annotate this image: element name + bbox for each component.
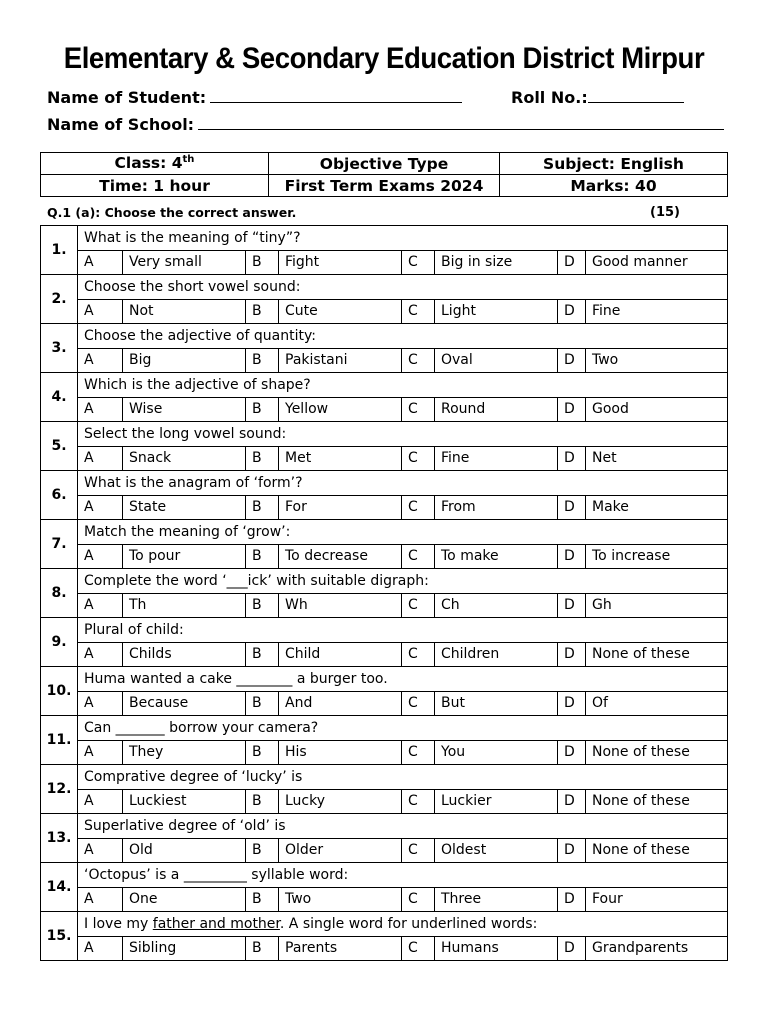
option-text[interactable]: None of these bbox=[586, 642, 728, 667]
roll-no-label: Roll No.: bbox=[511, 88, 588, 107]
options-row bbox=[41, 348, 728, 373]
options-row bbox=[41, 642, 728, 667]
option-letter: C bbox=[402, 691, 435, 716]
school-name-blank[interactable] bbox=[198, 115, 724, 130]
option-letter: D bbox=[558, 838, 586, 863]
question-text-underlined: father and mother bbox=[152, 915, 280, 932]
option-text[interactable]: Fight bbox=[279, 250, 402, 275]
option-text[interactable]: Childs bbox=[123, 642, 246, 667]
options-row bbox=[41, 446, 728, 471]
question-text: Can _______ borrow your camera? bbox=[78, 716, 728, 741]
student-name-blank[interactable] bbox=[210, 88, 462, 103]
option-text[interactable]: Pakistani bbox=[279, 348, 402, 373]
option-letter: D bbox=[558, 348, 586, 373]
option-letter: C bbox=[402, 250, 435, 275]
option-letter: A bbox=[78, 838, 123, 863]
option-letter: B bbox=[246, 544, 279, 569]
option-text[interactable]: Luckier bbox=[435, 789, 558, 814]
option-letter: A bbox=[78, 789, 123, 814]
question-text bbox=[78, 912, 728, 937]
question-number: 4. bbox=[41, 373, 78, 422]
exam-cell: First Term Exams 2024 bbox=[269, 175, 500, 197]
options-row bbox=[41, 397, 728, 422]
option-letter: B bbox=[246, 593, 279, 618]
option-letter: B bbox=[246, 446, 279, 471]
option-text[interactable]: Very small bbox=[123, 250, 246, 275]
type-cell: Objective Type bbox=[269, 153, 500, 175]
option-letter: B bbox=[246, 887, 279, 912]
option-letter: B bbox=[246, 250, 279, 275]
options-row bbox=[41, 789, 728, 814]
option-text[interactable]: Three bbox=[435, 887, 558, 912]
options-row bbox=[41, 936, 728, 961]
option-letter: B bbox=[246, 838, 279, 863]
question-text: Match the meaning of ‘grow’: bbox=[78, 520, 728, 545]
option-text[interactable]: Grandparents bbox=[586, 936, 728, 961]
question-number: 11. bbox=[41, 716, 78, 765]
class-label: Class: 4 bbox=[114, 154, 183, 173]
option-text[interactable]: To make bbox=[435, 544, 558, 569]
option-letter: D bbox=[558, 593, 586, 618]
roll-no-blank[interactable] bbox=[588, 88, 684, 103]
option-letter: A bbox=[78, 691, 123, 716]
option-text[interactable]: Th bbox=[123, 593, 246, 618]
question-number: 9. bbox=[41, 618, 78, 667]
question-text: Plural of child: bbox=[78, 618, 728, 643]
option-text[interactable]: Light bbox=[435, 299, 558, 324]
option-letter: C bbox=[402, 348, 435, 373]
option-letter: C bbox=[402, 936, 435, 961]
question-number: 3. bbox=[41, 324, 78, 373]
option-letter: B bbox=[246, 495, 279, 520]
question-text: What is the anagram of ‘form’? bbox=[78, 471, 728, 496]
options-row bbox=[41, 593, 728, 618]
option-text[interactable]: None of these bbox=[586, 789, 728, 814]
option-letter: C bbox=[402, 593, 435, 618]
question-text: Complete the word ‘___ick’ with suitable digraph: bbox=[78, 569, 728, 594]
options-row bbox=[41, 250, 728, 275]
option-letter: D bbox=[558, 740, 586, 765]
question-text: Select the long vowel sound: bbox=[78, 422, 728, 447]
option-letter: B bbox=[246, 642, 279, 667]
option-text[interactable]: Ch bbox=[435, 593, 558, 618]
question-text-before: I love my bbox=[84, 915, 153, 932]
option-letter: C bbox=[402, 299, 435, 324]
option-text[interactable]: To pour bbox=[123, 544, 246, 569]
option-letter: A bbox=[78, 593, 123, 618]
option-letter: B bbox=[246, 691, 279, 716]
option-text[interactable]: For bbox=[279, 495, 402, 520]
option-text[interactable]: Round bbox=[435, 397, 558, 422]
option-text[interactable]: Sibling bbox=[123, 936, 246, 961]
option-letter: C bbox=[402, 495, 435, 520]
question-number: 6. bbox=[41, 471, 78, 520]
question-text: Which is the adjective of shape? bbox=[78, 373, 728, 398]
option-text[interactable]: Of bbox=[586, 691, 728, 716]
option-text[interactable]: Lucky bbox=[279, 789, 402, 814]
question-row bbox=[41, 863, 728, 888]
option-text[interactable]: From bbox=[435, 495, 558, 520]
question-text: Choose the short vowel sound: bbox=[78, 275, 728, 300]
option-letter: D bbox=[558, 250, 586, 275]
question-text: Huma wanted a cake ________ a burger too. bbox=[78, 667, 728, 692]
question-number: 5. bbox=[41, 422, 78, 471]
option-letter: C bbox=[402, 642, 435, 667]
option-text[interactable]: Two bbox=[586, 348, 728, 373]
option-letter: A bbox=[78, 397, 123, 422]
option-letter: C bbox=[402, 446, 435, 471]
option-text[interactable]: Gh bbox=[586, 593, 728, 618]
option-text[interactable]: Oval bbox=[435, 348, 558, 373]
option-text[interactable]: Parents bbox=[279, 936, 402, 961]
options-row bbox=[41, 838, 728, 863]
options-row bbox=[41, 887, 728, 912]
option-text[interactable]: Wh bbox=[279, 593, 402, 618]
option-letter: B bbox=[246, 740, 279, 765]
options-row bbox=[41, 495, 728, 520]
option-letter: C bbox=[402, 740, 435, 765]
option-text[interactable]: Four bbox=[586, 887, 728, 912]
option-letter: C bbox=[402, 544, 435, 569]
option-letter: D bbox=[558, 397, 586, 422]
class-sup: th bbox=[182, 154, 195, 166]
option-text[interactable]: But bbox=[435, 691, 558, 716]
option-text[interactable]: Net bbox=[586, 446, 728, 471]
option-text[interactable]: Fine bbox=[586, 299, 728, 324]
options-row bbox=[41, 299, 728, 324]
option-text[interactable]: Cute bbox=[279, 299, 402, 324]
option-letter: A bbox=[78, 495, 123, 520]
question-row bbox=[41, 520, 728, 545]
option-letter: A bbox=[78, 250, 123, 275]
question-row bbox=[41, 765, 728, 790]
question-text: Superlative degree of ‘old’ is bbox=[78, 814, 728, 839]
option-letter: D bbox=[558, 642, 586, 667]
mcq-table bbox=[40, 225, 728, 961]
option-text[interactable]: Humans bbox=[435, 936, 558, 961]
question-number: 10. bbox=[41, 667, 78, 716]
time-cell: Time: 1 hour bbox=[41, 175, 269, 197]
option-text[interactable]: Child bbox=[279, 642, 402, 667]
option-text[interactable]: Old bbox=[123, 838, 246, 863]
option-text[interactable]: To decrease bbox=[279, 544, 402, 569]
option-text[interactable]: Yellow bbox=[279, 397, 402, 422]
option-text[interactable]: Children bbox=[435, 642, 558, 667]
option-text[interactable]: Fine bbox=[435, 446, 558, 471]
question-row bbox=[41, 226, 728, 251]
option-letter: C bbox=[402, 789, 435, 814]
option-letter: B bbox=[246, 397, 279, 422]
question-text: Choose the adjective of quantity: bbox=[78, 324, 728, 349]
option-letter: D bbox=[558, 299, 586, 324]
question-number: 14. bbox=[41, 863, 78, 912]
option-letter: A bbox=[78, 348, 123, 373]
options-row bbox=[41, 544, 728, 569]
school-name-line bbox=[47, 115, 724, 134]
section-marks: (15) bbox=[650, 205, 680, 220]
question-row bbox=[41, 422, 728, 447]
option-letter: C bbox=[402, 838, 435, 863]
question-number: 12. bbox=[41, 765, 78, 814]
roll-no-line bbox=[511, 88, 684, 107]
question-number: 8. bbox=[41, 569, 78, 618]
option-text[interactable]: To increase bbox=[586, 544, 728, 569]
option-text[interactable]: Met bbox=[279, 446, 402, 471]
question-number: 2. bbox=[41, 275, 78, 324]
option-letter: D bbox=[558, 495, 586, 520]
option-text[interactable]: Not bbox=[123, 299, 246, 324]
question-row bbox=[41, 618, 728, 643]
option-text[interactable]: Wise bbox=[123, 397, 246, 422]
option-letter: A bbox=[78, 642, 123, 667]
option-letter: D bbox=[558, 936, 586, 961]
option-letter: D bbox=[558, 446, 586, 471]
option-text[interactable]: They bbox=[123, 740, 246, 765]
question-row bbox=[41, 569, 728, 594]
option-letter: D bbox=[558, 544, 586, 569]
option-text[interactable]: Make bbox=[586, 495, 728, 520]
options-row bbox=[41, 740, 728, 765]
option-text[interactable]: Big bbox=[123, 348, 246, 373]
class-cell bbox=[41, 153, 269, 175]
option-text[interactable]: Good manner bbox=[586, 250, 728, 275]
option-letter: D bbox=[558, 789, 586, 814]
page-title: Elementary & Secondary Education District Mirpur bbox=[63, 42, 705, 75]
option-letter: C bbox=[402, 887, 435, 912]
option-letter: B bbox=[246, 299, 279, 324]
question-text-after: . A single word for underlined words: bbox=[279, 915, 538, 932]
student-name-line bbox=[47, 88, 462, 107]
option-letter: A bbox=[78, 446, 123, 471]
option-text[interactable]: Oldest bbox=[435, 838, 558, 863]
option-text[interactable]: State bbox=[123, 495, 246, 520]
option-letter: A bbox=[78, 936, 123, 961]
option-text[interactable]: You bbox=[435, 740, 558, 765]
option-text[interactable]: Good bbox=[586, 397, 728, 422]
option-text[interactable]: Luckiest bbox=[123, 789, 246, 814]
option-letter: A bbox=[78, 544, 123, 569]
subject-cell: Subject: English bbox=[500, 153, 728, 175]
option-letter: D bbox=[558, 887, 586, 912]
option-letter: B bbox=[246, 348, 279, 373]
options-row bbox=[41, 691, 728, 716]
question-row bbox=[41, 471, 728, 496]
section-heading: Q.1 (a): Choose the correct answer. bbox=[47, 205, 297, 220]
question-number: 7. bbox=[41, 520, 78, 569]
question-text: ‘Octopus’ is a _________ syllable word: bbox=[78, 863, 728, 888]
student-name-label: Name of Student: bbox=[47, 88, 207, 107]
option-text[interactable]: Because bbox=[123, 691, 246, 716]
option-letter: D bbox=[558, 691, 586, 716]
option-text[interactable]: And bbox=[279, 691, 402, 716]
option-text[interactable]: One bbox=[123, 887, 246, 912]
option-text[interactable]: Two bbox=[279, 887, 402, 912]
question-row bbox=[41, 667, 728, 692]
option-text[interactable]: Older bbox=[279, 838, 402, 863]
question-number: 1. bbox=[41, 226, 78, 275]
question-row bbox=[41, 814, 728, 839]
option-text[interactable]: His bbox=[279, 740, 402, 765]
question-text: Comprative degree of ‘lucky’ is bbox=[78, 765, 728, 790]
question-number: 15. bbox=[41, 912, 78, 961]
exam-info-table bbox=[40, 152, 728, 197]
option-letter: B bbox=[246, 936, 279, 961]
option-letter: A bbox=[78, 740, 123, 765]
question-row bbox=[41, 716, 728, 741]
question-row bbox=[41, 373, 728, 398]
option-text[interactable]: Snack bbox=[123, 446, 246, 471]
option-letter: A bbox=[78, 887, 123, 912]
option-letter: B bbox=[246, 789, 279, 814]
question-text: What is the meaning of “tiny”? bbox=[78, 226, 728, 251]
question-row bbox=[41, 912, 728, 937]
school-name-label: Name of School: bbox=[47, 115, 195, 134]
question-number: 13. bbox=[41, 814, 78, 863]
marks-cell: Marks: 40 bbox=[500, 175, 728, 197]
option-text[interactable]: None of these bbox=[586, 740, 728, 765]
option-text[interactable]: None of these bbox=[586, 838, 728, 863]
option-letter: A bbox=[78, 299, 123, 324]
option-letter: C bbox=[402, 397, 435, 422]
option-text[interactable]: Big in size bbox=[435, 250, 558, 275]
question-row bbox=[41, 324, 728, 349]
question-row bbox=[41, 275, 728, 300]
